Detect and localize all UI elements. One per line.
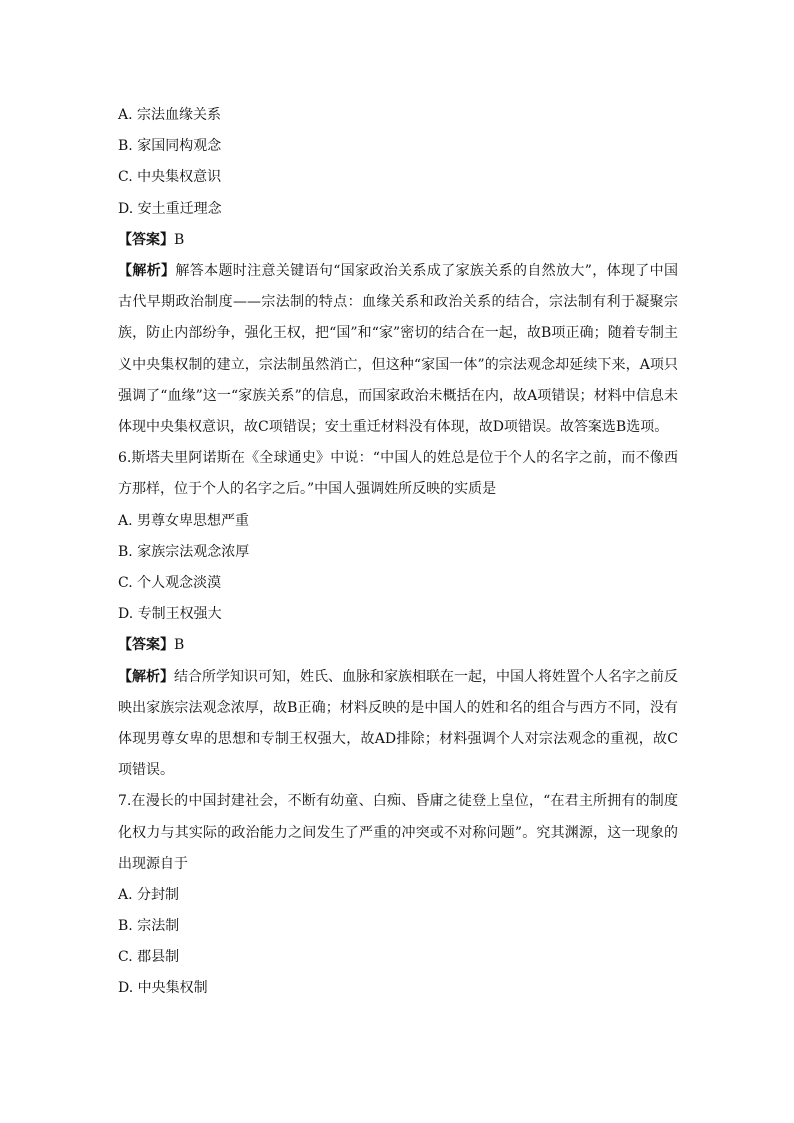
q5-analysis (118, 256, 678, 443)
q6-option-b: B. 家族宗法观念浓厚 (118, 543, 250, 560)
q7-option-d: D. 中央集权制 (118, 980, 208, 997)
q6-analysis (118, 662, 678, 787)
q6-option-d: D. 专制王权强大 (118, 606, 222, 623)
q5-answer-value: B (174, 231, 185, 248)
q5-answer-tag: 【答案】 (118, 231, 174, 248)
q7-stem: 7.在漫长的中国封建社会，不断有幼童、白痴、昏庸之徒登上皇位，“在君主所拥有的制度化权力与其实际的政治能力之间发生了严重的冲突或不对称问题”。究其渊源，这一现象的出现源自于 (118, 793, 678, 872)
q5-option-a: A. 宗法血缘关系 (118, 107, 222, 123)
q6-answer-tag: 【答案】 (118, 637, 174, 654)
q5-option-d: D. 安土重迁理念 (118, 200, 222, 217)
q6-answer (118, 630, 678, 661)
document-body (118, 100, 678, 1005)
q6-answer-value: B (174, 637, 185, 654)
q5-option-b: B. 家国同构观念 (118, 138, 222, 155)
q7-option-a: A. 分封制 (118, 886, 180, 903)
q5-answer (118, 225, 678, 256)
q6-analysis-text: 结合所学知识可知，姓氏、血脉和家族相联在一起，中国人将姓置个人名字之前反映出家族宗法观念浓厚，故B正确；材料反映的是中国人的姓和名的组合与西方不同，没有体现男尊女卑的思想和专制王权强大，故AD排除；材料强调个人对宗法观念的重视，故C项错误。 (118, 668, 678, 779)
q7-option-c: C. 郡县制 (118, 949, 180, 966)
q7-option-b: B. 宗法制 (118, 918, 180, 935)
q6-option-a: A. 男尊女卑思想严重 (118, 512, 250, 529)
q5-analysis-tag: 【解析】 (118, 262, 176, 279)
q5-option-c: C. 中央集权意识 (118, 169, 222, 186)
q6-option-c: C. 个人观念淡漠 (118, 574, 222, 591)
q5-analysis-text: 解答本题时注意关键语句“国家政治关系成了家族关系的自然放大”，体现了中国古代早期政治制度——宗法制的特点：血缘关系和政治关系的结合，宗法制有利于凝聚宗族，防止内部纷争，强化王权，把“国”和“家”密切的结合在一起，故B项正确；随着专制主义中央集权制的建立，宗法制虽然消亡，但这种“家国一体”的宗法观念却延续下来，A项只强调了“血缘”这一“家族关系”的信息，而国家政治未概括在内，故A项错误；材料中信息未体现中央集权意识，故C项错误；安土重迁材料没有体现，故D项错误。故答案选B选项。 (118, 262, 679, 435)
q6-stem: 6.斯塔夫里阿诺斯在《全球通史》中说：“中国人的姓总是位于个人的名字之前，而不像西方那样，位于个人的名字之后。”中国人强调姓所反映的实质是 (118, 450, 678, 498)
q6-analysis-tag: 【解析】 (118, 668, 174, 685)
